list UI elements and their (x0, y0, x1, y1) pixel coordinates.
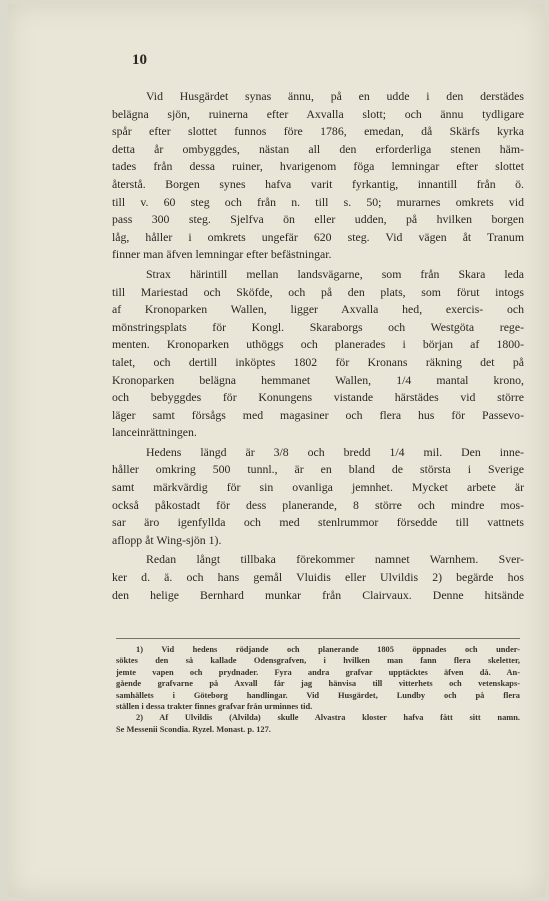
text-line: ker d. ä. och hans gemål Vluidis eller Ulvildis 2) begärde hos (112, 570, 524, 585)
text-line: spår efter slottet funnos före 1786, emedan, då Skärfs kyrka (112, 124, 524, 139)
text-line: samt märkvärdig för sin ovanliga jemnhet. Mycket arbete är (112, 480, 524, 495)
footnote-line: 1) Vid hedens rödjande och planerande 1805 öppnades och under- (136, 645, 520, 654)
footnote-1 (116, 644, 520, 712)
text-line: Redan långt tillbaka förekommer namnet Warnhem. Sver- (146, 552, 524, 567)
text-line: belägna sjön, ruinerna efter Axvalla slott; och ännu tydligare (112, 106, 524, 121)
text-line: detta år ombyggdes, nästan all den erforderliga stenen häm- (112, 141, 524, 156)
text-line: håller omkring 500 tunnl., är en bland de största i Sverige (112, 462, 524, 477)
footnote-2 (116, 712, 520, 735)
text-line: tades från dessa ruiner, hvarigenom föga lemningar efter slottet (112, 159, 524, 174)
text-line: finner man äfven lemningar efter befästningar. (112, 247, 332, 262)
footnote-line: ställen i dessa trakter finnes grafvar från urminnes tid. (116, 701, 313, 711)
text-line: den helige Bernhard munkar från Clairvaux. Denne hitsände (112, 587, 524, 602)
text-line: mönstringsplats för Kongl. Skaraborgs och Westgöta rege- (112, 319, 524, 334)
text-line: aflopp åt Wing-sjön 1). (112, 532, 222, 547)
text-line: låg, håller i omkrets ungefär 620 steg. Vid vägen åt Tranum (112, 229, 524, 244)
body-text (112, 88, 524, 604)
text-line: af Kronoparken Wallen, ligger Axvalla hed, exercis- och (112, 302, 524, 317)
paragraph-axvalla-hed (112, 266, 524, 442)
text-line: menten. Kronoparken uthöggs och planerades i början af 1800- (112, 337, 524, 352)
footnote-line: 2) Af Ulvildis (Alvilda) skulle Alvastra kloster hafva fått sitt namn. (136, 713, 520, 723)
text-line: Kronoparken belägna hemmanet Wallen, 1/4 mantal krono, (112, 372, 524, 387)
footnotes (116, 644, 520, 735)
text-line: lanceinrättningen. (112, 425, 197, 440)
text-line: talet, och dertill inköptes 1802 för Kronans räkning det på (112, 354, 524, 369)
footnote-divider (116, 638, 520, 639)
text-line: Vid Husgärdet synas ännu, på en udde i den derstädes (146, 89, 524, 103)
text-line: sar äro igenfyllda och med stenlrummor försedde till vattnets (112, 515, 524, 530)
page-number: 10 (132, 52, 147, 68)
footnote-line: gående grafvarne på Axvall får jag hänvisa till vitterhets och vetenskaps- (116, 679, 520, 689)
text-line: Hedens längd är 3/8 och bredd 1/4 mil. Den inne- (146, 444, 524, 459)
footnote-line: Se Messenii Scondia. Ryzel. Monast. p. 127. (116, 724, 271, 734)
book-page (8, 4, 545, 897)
footnote-line: jemte vapen och prydnader. Fyra andra grafvar upptäcktes äfven då. An- (116, 667, 520, 677)
text-line: Strax härintill mellan landsvägarne, som från Skara leda (146, 266, 524, 281)
footnote-line: söktes den så kallade Odensgrafven, i hvilken man fann flera skeletter, (116, 656, 520, 666)
text-line: pass 300 steg. Sjelfva ön eller udden, på hvilken borgen (112, 212, 524, 227)
text-line: läger samt försågs med magasiner och flera hus för Passevo- (112, 407, 524, 422)
paragraph-heden (112, 444, 524, 550)
text-line: till v. 60 steg och från n. till s. 50; murarnes omkrets vid (112, 194, 524, 209)
text-line: återstå. Borgen synes hafva varit fyrkantig, innantill från ö. (112, 176, 524, 191)
footnote-line: samhällets i Göteborg handlingar. Vid Husgärdet, Lundby och på flera (116, 690, 520, 700)
text-line: också påkostadt för dess planerande, 8 större och mindre mos- (112, 497, 524, 512)
paragraph-warnhem (112, 551, 524, 604)
text-line: och bebyggdes för Konungens vistande härstädes vid större (112, 390, 524, 405)
paragraph-husgardet (112, 88, 524, 264)
text-line: till Mariestad och Sköfde, och på den plats, som förut intogs (112, 284, 524, 299)
